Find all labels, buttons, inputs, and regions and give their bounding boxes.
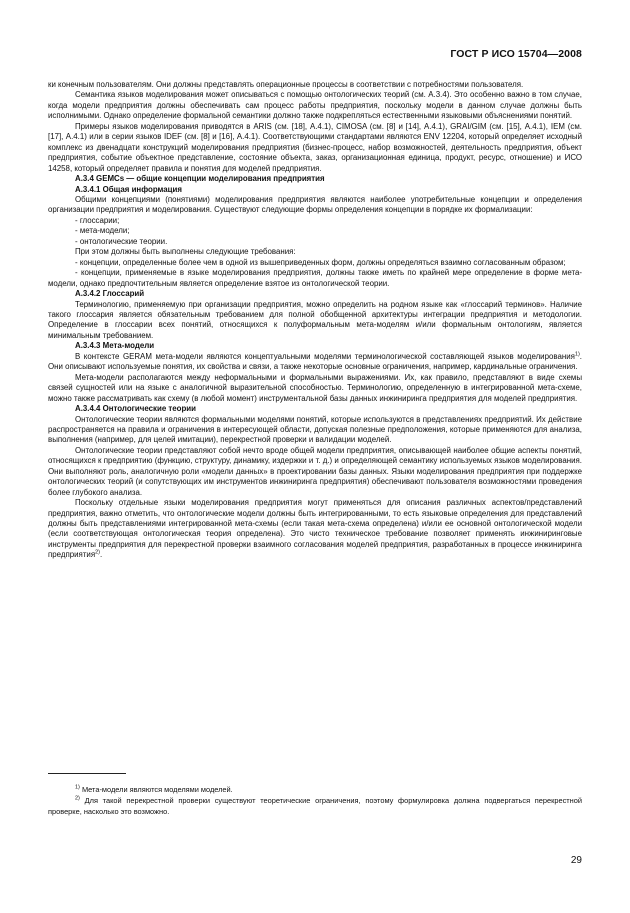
paragraph (48, 352, 582, 373)
page-number: 29 (570, 855, 582, 866)
paragraph-text: . Они описывают используемые понятия, их свойства и связи, а также некоторые основные ограничения, например, кардинальные ограничения. (48, 351, 582, 372)
paragraph: - концепции, применяемые в языке моделирования предприятия, должны также иметь по крайней мере определение в форме мета-модели, однако предпочтительным является определение взятое из онтологической теории. (48, 268, 582, 288)
paragraph: Общими концепциями (понятиями) моделирования предприятия являются наиболее употребительные концепции и определения организации предприятия и моделирования. Существуют следующие формы определения концепции в порядке их формализации: (48, 194, 582, 215)
footnote-1 (48, 785, 582, 796)
footnote-separator (48, 773, 126, 774)
paragraph-text: Поскольку отдельные языки моделирования предприятия могут применяться для описания различных аспектов/представлений предприятия, важно отметить, что онтологические модели должны быть интегрированными, то есть языковые определения для представлений должны быть представлениями интегрированной мета-схемы (если такая мета-схема определена) и/или ее основной онтологической модели (если соответствующая онтологическая теория определена). Это чисто техническое требование позволяет применять инжиниринговые инструменты предприятия для перекрестной проверки взаимного согласования моделей предприятия, разработанных в процессе инжиниринга предприятия (48, 498, 582, 560)
paragraph: Онтологические теории являются формальными моделями понятий, которые используются в представлениях предприятий. Их действие распространяется на правила и ограничения в интересующей области, допуская полезные предположения, которые применяются для анализа, выполнения (например, для целей имитации), перекрестной проверки и валидации моделей. (48, 414, 582, 445)
section-heading-a341: А.3.4.1 Общая информация (75, 184, 182, 194)
paragraph: Семантика языков моделирования может описываться с помощью онтологических теорий (см. А.3.4). Это особенно важно в том случае, когда модели предприятия должны обеспечивать сам процесс работы предприятия, поскольку модели в данном случае должны быть исполнимыми. Однако определение формальной семантики должно также подкрепляться естественными языковыми объяснениями понятий. (48, 90, 582, 121)
section-heading-a344: А.3.4.4 Онтологические теории (75, 404, 197, 414)
list-item: - онтологические теории. (75, 236, 168, 246)
footnote-text: Мета-модели являются моделями моделей. (79, 785, 233, 794)
footnote-text: Для такой перекрестной проверки существуют теоретические ограничения, поэтому формулировка должна подвергаться перекрестной проверке, насколько это возможно. (48, 795, 582, 816)
footnote-marker: 1) (75, 784, 80, 791)
paragraph: При этом должны быть выполнены следующие требования: (75, 247, 296, 257)
footnote-ref-1[interactable]: 1) (574, 351, 580, 358)
footnote-2 (48, 796, 582, 818)
paragraph: Онтологические теории представляют собой нечто вроде общей модели предприятия, описывающей наиболее общие аспекты понятий, относящихся к предприятию (функцию, структуру, динамику, издержки и т. д.) и определяющей семантику используемых языков моделирования. Они выполняют роль, аналогичную роли «модели данных» в проектировании базы данных. Языки моделирования предприятия при поддержке онтологических теорий (и сопутствующих им инструментов инжиниринга предприятия) обеспечивают пользователя возможностями проведения более глубокого анализа. (48, 445, 582, 497)
list-item: - глоссарии; (75, 215, 120, 225)
paragraph-text: . (100, 550, 103, 560)
paragraph (48, 498, 582, 561)
footnote-ref-2[interactable]: 2) (95, 549, 101, 556)
paragraph: ки конечным пользователям. Они должны представлять операционные процессы в соответствии с потребностями пользователя. (48, 80, 524, 89)
section-heading-a342: А.3.4.2 Глоссарий (75, 289, 145, 299)
body-text (48, 80, 582, 561)
section-heading-a343: А.3.4.3 Мета-модели (75, 341, 155, 351)
paragraph: Терминологию, применяемую при организации предприятия, можно определить на родном языке как «глоссарий терминов». Наличие такого глоссария является обязательным требованием для полной обобщенной архитектуры интеграции предприятия и методологии. Определение в глоссарии всех понятий, относящихся к полуформальным мета-моделям и/или формальным онтологиям, является минимальным требованием. (48, 299, 582, 340)
standard-header: ГОСТ Р ИСО 15704—2008 (450, 48, 582, 60)
footnotes (48, 785, 582, 817)
footnote-marker: 2) (75, 795, 80, 802)
section-heading-a34: А.3.4 GEMCs — общие концепции моделирования предприятия (75, 174, 325, 184)
paragraph: Мета-модели располагаются между неформальными и формальными выражениями. Их, как правило, представляют в виде схемы связей сущностей или на языке с аналогичной выразительной способностью. Терминологию, определенную в интегрированной мета-схеме, можно также рассматривать как схему (в любой момент) инструментальной базы данных инжиниринга предприятия для моделей предприятия. (48, 372, 582, 403)
paragraph: Примеры языков моделирования приводятся в ARIS (см. [18], A.4.1), CIMOSA (см. [8] и [14], A.4.1), GRAI/GIM (см. [15], A.4.1), IEM (см. [17], A.4.1) или в серии языков IDEF (см. [8] и [16], A.4.1). Соответствующими стандартами являются ENV 12204, который определяет исходный комплекс из двенадцати конструкций моделирования предприятия (бизнес-процесс, набор возможностей, деятельность предприятия, объект предприятия, событие объектное представление, состояние объекта, заказ, организационная единица, продукт, ресурс, отношение) и ИСО 14258, который определяет правила и понятия для моделей предприятия. (48, 121, 582, 173)
list-item: - мета-модели; (75, 226, 130, 236)
paragraph: - концепции, определенные более чем в одной из вышеприведенных форм, должны определяться взаимно согласованным образом; (75, 257, 566, 267)
paragraph-text: В контексте GERAM мета-модели являются концептуальными моделями терминологической составляющей языков моделирования (75, 351, 575, 361)
